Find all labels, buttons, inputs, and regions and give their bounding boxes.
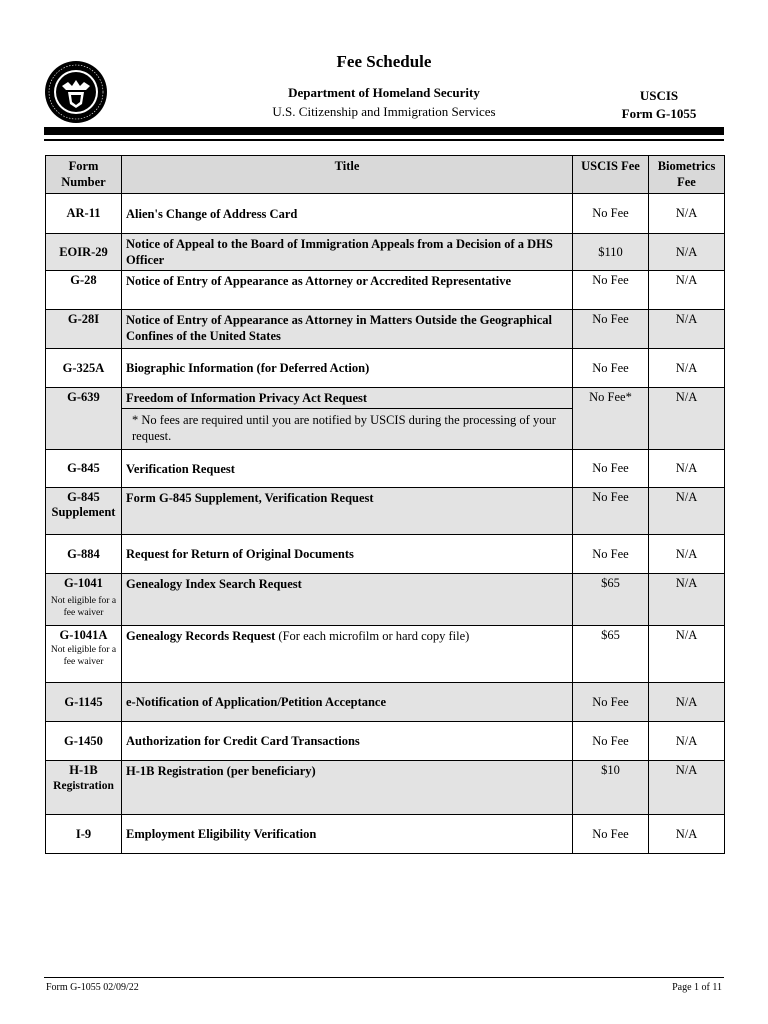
biometrics-fee: N/A [649, 349, 725, 388]
form-title: Freedom of Information Privacy Act Request [126, 391, 368, 405]
uscis-fee: $65 [573, 574, 649, 626]
uscis-fee: No Fee [573, 271, 649, 310]
biometrics-fee: N/A [649, 535, 725, 574]
form-title: Alien's Change of Address Card [122, 194, 573, 234]
form-title: Employment Eligibility Verification [122, 815, 573, 854]
form-title: Authorization for Credit Card Transactions [122, 722, 573, 761]
form-title: Notice of Entry of Appearance as Attorney or Accredited Representative [122, 271, 573, 310]
agency-short: USCIS [639, 88, 679, 103]
biometrics-fee: N/A [649, 722, 725, 761]
form-number: AR-11 [46, 194, 122, 234]
uscis-fee: No Fee [573, 194, 649, 234]
table-row [46, 194, 725, 234]
form-number: H-1B [69, 763, 98, 777]
form-number: G-639 [46, 388, 122, 450]
column-header-uscis-fee: USCIS Fee [573, 156, 649, 194]
biometrics-fee: N/A [649, 271, 725, 310]
uscis-fee: No Fee [573, 310, 649, 349]
uscis-fee: No Fee [573, 683, 649, 722]
department-name: Department of Homeland Security [288, 85, 480, 100]
table-row [46, 722, 725, 761]
table-row [46, 388, 725, 450]
table-row [46, 271, 725, 310]
form-title: Form G-845 Supplement, Verification Request [122, 488, 573, 535]
form-number: G-325A [46, 349, 122, 388]
uscis-fee: No Fee [573, 815, 649, 854]
form-number: I-9 [46, 815, 122, 854]
uscis-fee: No Fee* [573, 388, 649, 450]
form-number-suffix: Registration [53, 780, 114, 792]
biometrics-fee: N/A [649, 574, 725, 626]
biometrics-fee: N/A [649, 194, 725, 234]
form-number: G-845 Supplement [46, 488, 122, 535]
biometrics-fee: N/A [649, 234, 725, 271]
fee-schedule-table [45, 155, 725, 854]
column-header-biometrics-fee: Biometrics Fee [649, 156, 725, 194]
form-title: e-Notification of Application/Petition Acceptance [122, 683, 573, 722]
form-number-cell [46, 574, 122, 626]
column-header-title: Title [122, 156, 573, 194]
uscis-fee: No Fee [573, 349, 649, 388]
biometrics-fee: N/A [649, 683, 725, 722]
biometrics-fee: N/A [649, 626, 725, 683]
form-title: Notice of Entry of Appearance as Attorney in Matters Outside the Geographical Confines of the United States [122, 310, 573, 349]
table-row [46, 310, 725, 349]
table-row [46, 626, 725, 683]
table-row [46, 815, 725, 854]
agency-name: U.S. Citizenship and Immigration Services [272, 104, 496, 119]
form-number: G-1041A [59, 628, 108, 642]
form-number: G-884 [46, 535, 122, 574]
footer-rule [44, 977, 724, 978]
form-number: EOIR-29 [46, 234, 122, 271]
form-number: G-28I [46, 310, 122, 349]
table-header-row [46, 156, 725, 194]
uscis-fee: $65 [573, 626, 649, 683]
biometrics-fee: N/A [649, 761, 725, 815]
table-row [46, 535, 725, 574]
form-number: G-1450 [46, 722, 122, 761]
form-title-cell [122, 388, 573, 450]
biometrics-fee: N/A [649, 488, 725, 535]
form-code: Form G-1055 [621, 106, 697, 121]
table-row [46, 761, 725, 815]
form-number: G-1041 [64, 576, 103, 590]
table-row [46, 450, 725, 488]
uscis-fee: $110 [573, 234, 649, 271]
biometrics-fee: N/A [649, 310, 725, 349]
page-title: Fee Schedule [336, 52, 432, 71]
form-title: Biographic Information (for Deferred Action) [122, 349, 573, 388]
uscis-fee: No Fee [573, 722, 649, 761]
form-number-cell [46, 761, 122, 815]
uscis-fee: No Fee [573, 488, 649, 535]
form-number: G-1145 [46, 683, 122, 722]
biometrics-fee: N/A [649, 450, 725, 488]
biometrics-fee: N/A [649, 388, 725, 450]
form-title: H-1B Registration (per beneficiary) [122, 761, 573, 815]
fee-waiver-note: Not eligible for a fee waiver [50, 596, 117, 618]
form-title: Verification Request [122, 450, 573, 488]
footer-form-edition: Form G-1055 02/09/22 [46, 982, 139, 993]
table-row [46, 349, 725, 388]
biometrics-fee: N/A [649, 815, 725, 854]
form-title-detail: (For each microfilm or hard copy file) [278, 629, 470, 643]
form-title: Genealogy Index Search Request [122, 574, 573, 626]
table-row [46, 488, 725, 535]
form-number: G-28 [46, 271, 122, 310]
footer-page-number: Page 1 of 11 [672, 982, 722, 993]
fee-waiver-note: Not eligible for a fee waiver [50, 645, 117, 667]
uscis-fee: No Fee [573, 450, 649, 488]
uscis-fee: No Fee [573, 535, 649, 574]
form-title: Genealogy Records Request [126, 629, 276, 643]
table-row [46, 683, 725, 722]
table-row [46, 234, 725, 271]
header-rule-thick [44, 127, 724, 135]
form-number-cell [46, 626, 122, 683]
form-title: Request for Return of Original Documents [122, 535, 573, 574]
column-header-form-number: Form Number [46, 156, 122, 194]
table-row [46, 574, 725, 626]
fee-footnote: * No fees are required until you are notified by USCIS during the processing of your request. [122, 408, 572, 446]
form-number: G-845 [46, 450, 122, 488]
uscis-fee: $10 [573, 761, 649, 815]
form-identifier [604, 87, 714, 123]
form-title: Notice of Appeal to the Board of Immigration Appeals from a Decision of a DHS Officer [122, 234, 573, 271]
header-rule-thin [44, 139, 724, 141]
form-title-cell [122, 626, 573, 683]
